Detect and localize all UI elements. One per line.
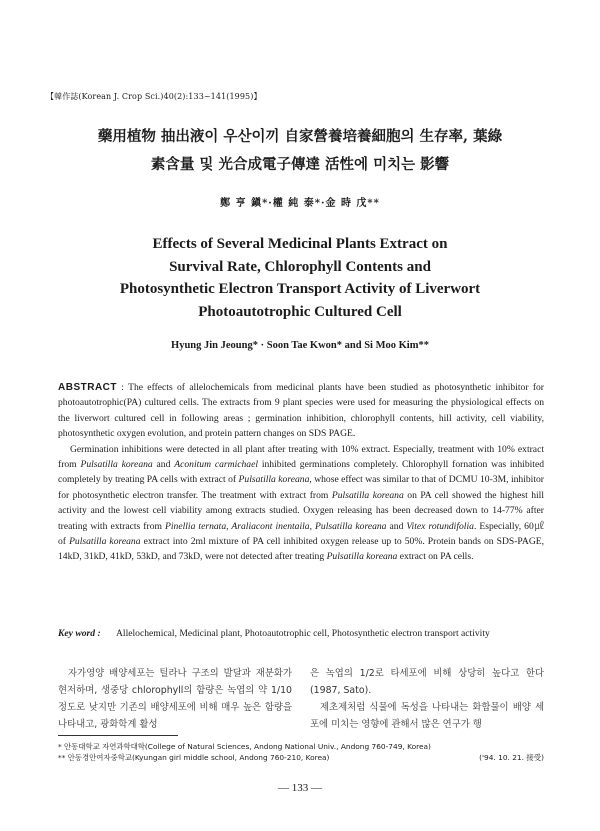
- abstract-text-1: : The effects of allelochemicals from medicinal plants have been studied as photosynthetic inhibitor for photoautotrophic(PA) cultured cells. The extracts from 9 plant species were used for measuring the physiological effects on the liverwort cultured cell in following areas ; germination inhibition, chlorophyll contents, hill activity, cell viability, photosynthetic oxygen evolution, and protein pattern changes on SDS PAGE.: [58, 382, 544, 440]
- english-title-line-2: Survival Rate, Chlorophyll Contents and: [169, 258, 431, 275]
- english-title-line-4: Photoautotrophic Cultured Cell: [198, 303, 402, 320]
- body-column-left: [58, 665, 292, 733]
- abstract-text: . Especially, 60㎕ of: [58, 520, 544, 548]
- abstract-text: extract into 2ml mixture of PA cell inhibited oxygen release up to 50%. Protein bands on SDS-PAGE, 14kD, 31kD, 41kD, 53kD, and 73kD, were not detected after treating: [58, 536, 545, 563]
- journal-reference: 【韓作誌(Korean J. Crop Sci.)40(2):133~141(1995)】: [46, 92, 262, 101]
- abstract-paragraph-2: [58, 442, 544, 565]
- footnote-2-row: [58, 752, 544, 763]
- footnote-2: ** 안동경안여자중학교(Kyungan girl middle school, Andong 760-210, Korea): [58, 753, 330, 762]
- korean-authors: 鄭 亨 鎭*·權 純 泰*·金 時 戊**: [220, 198, 380, 209]
- footnotes: [58, 741, 544, 763]
- english-authors: Hyung Jin Jeoung* · Soon Tae Kwon* and Si Moo Kim**: [171, 340, 429, 351]
- species-name: Pinellia ternata, Araliacont inentaila, Pulsatilla koreana: [165, 520, 387, 532]
- english-title-line-1: Effects of Several Medicinal Plants Extract on: [152, 236, 448, 252]
- species-name: Pulsatilla koreana: [69, 536, 141, 548]
- korean-title-line-2: 素含量 및 光合成電子傳達 活性에 미치는 影響: [150, 156, 450, 173]
- abstract-text: and: [386, 520, 407, 532]
- species-name: Pulsatilla koreana: [238, 474, 310, 486]
- species-name: Pulsatilla koreana: [80, 459, 153, 471]
- abstract-text: and: [152, 459, 175, 471]
- species-name: Vitex rotundifolia: [406, 520, 474, 532]
- footnote-1: * 안동대학교 자연과학대학(College of Natural Sciences, Andong National Univ., Andong 760-749, Korea): [58, 742, 431, 751]
- english-title: [40, 233, 560, 323]
- korean-title: [40, 123, 560, 179]
- body-column-right: [310, 665, 544, 733]
- abstract-label: ABSTRACT: [58, 382, 117, 393]
- keywords: [58, 626, 544, 641]
- abstract-text: on PA cell showed the highest hill activity and the lowest cell viability among extracts studied. Oxygen releasing has been decreased down to 14-77% after treating with extracts from: [58, 489, 545, 532]
- abstract-text: inhibited germinations completely. Chlorophyll fornation was inhibited completely by treating PA cells with extract of: [58, 459, 545, 486]
- species-name: Aconitum carmichael: [174, 459, 259, 471]
- footnote-divider: [58, 735, 178, 736]
- species-name: Pulsatilla koreana: [326, 551, 398, 563]
- page-number: — 133 —: [278, 782, 322, 794]
- abstract-text: Germination inhibitions were detected in all plant after treating with 10% extract. Especially, treatment with 10% extract from: [58, 443, 544, 471]
- abstract-text: , whose effect was similar to that of DCMU 10-3M, inhibitor for photosynthetic electron transfer. The treatment with extract from: [58, 474, 544, 501]
- received-date: ('94. 10. 21. 接受): [479, 753, 544, 762]
- abstract-text: extract on PA cells.: [397, 551, 474, 563]
- keyword-text: Allelochemical, Medicinal plant, Photoautotrophic cell, Photosynthetic electron transport activity: [116, 628, 490, 639]
- body-paragraph: 자가영양 배양세포는 틸라나 구조의 발달과 재분화가 현저하며, 생중당 chlorophyll의 함량은 녹엽의 약 1/10 정도로 낮지만 기존의 배양세포에 비해 매우 높은 함량을 나타내고, 광화학계 활성: [58, 668, 292, 730]
- body-paragraph: 은 녹엽의 1/2로 타세포에 비해 상당히 높다고 한다(1987, Sato).: [310, 668, 544, 696]
- abstract: [58, 380, 544, 565]
- species-name: Pulsatilla koreana: [331, 489, 404, 501]
- body-paragraph: 제초제처럼 식물에 독성을 나타내는 화합물이 배양 세포에 미치는 영향에 관해서 많은 연구가 행: [310, 702, 544, 730]
- english-title-line-3: Photosynthetic Electron Transport Activity of Liverwort: [119, 281, 481, 297]
- keyword-label: Key word :: [58, 628, 101, 639]
- abstract-paragraph-1: [58, 380, 544, 442]
- korean-title-line-1: 藥用植物 抽出液이 우산이끼 自家營養培養細胞의 生存率, 葉綠: [97, 128, 503, 145]
